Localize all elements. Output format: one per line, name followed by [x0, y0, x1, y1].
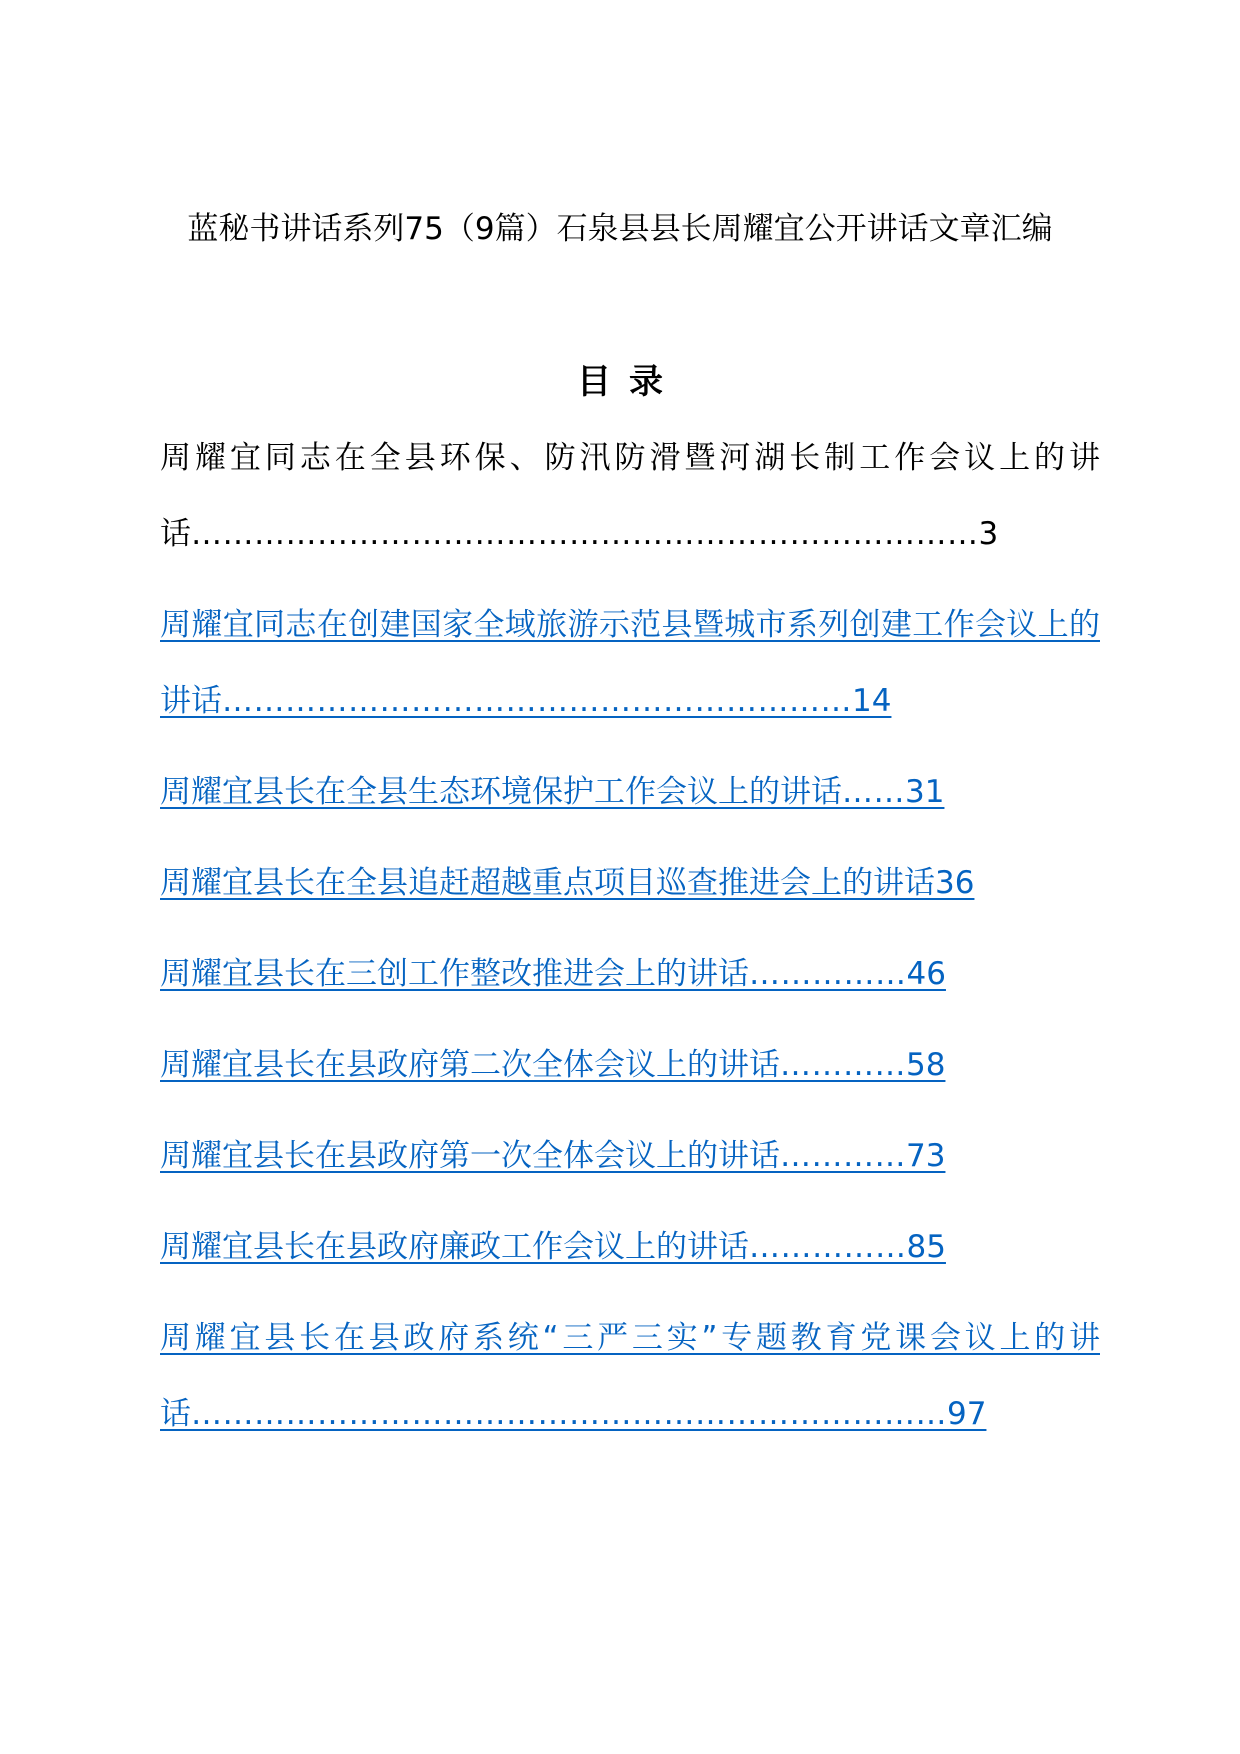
toc-entry-link[interactable] [160, 936, 1100, 1012]
toc-entry-link[interactable] [160, 1027, 1100, 1103]
toc-item [160, 420, 1100, 572]
toc-entry-link[interactable] [160, 754, 1100, 830]
toc-item [160, 1027, 1100, 1103]
toc-entry-leader: …… [842, 774, 905, 810]
toc-item [160, 1118, 1100, 1194]
toc-item [160, 754, 1100, 830]
toc-entry-page-number: 36 [935, 865, 975, 901]
table-of-contents [160, 420, 1100, 1467]
toc-entry-leader: …………………………………………………… [222, 683, 852, 719]
toc-entry-leader: …………… [749, 1229, 907, 1265]
toc-entry-title: 周耀宜县长在县政府系统“三严三实”专题教育党课会议上的讲话 [160, 1320, 1100, 1432]
toc-heading: 目录 [577, 362, 681, 402]
toc-entry-page-number: 97 [947, 1396, 987, 1432]
toc-entry-link[interactable] [160, 845, 1100, 921]
toc-entry-title: 周耀宜同志在全县环保、防汛防滑暨河湖长制工作会议上的讲话 [160, 440, 1100, 552]
toc-entry-page-number: 14 [852, 683, 892, 719]
toc-entry-link[interactable] [160, 587, 1100, 739]
document-title: 蓝秘书讲话系列75（9篇）石泉县县长周耀宜公开讲话文章汇编 [187, 211, 1053, 247]
toc-entry-title: 周耀宜县长在县政府廉政工作会议上的讲话 [160, 1229, 749, 1265]
toc-entry-link[interactable] [160, 1118, 1100, 1194]
toc-entry-leader: ………………………………………………………………… [191, 516, 979, 552]
toc-entry-page-number: 85 [906, 1229, 946, 1265]
toc-entry-title: 周耀宜县长在县政府第二次全体会议上的讲话 [160, 1047, 780, 1083]
toc-entry-leader: ………… [780, 1047, 906, 1083]
toc-entry-text [160, 420, 1100, 572]
toc-entry-link[interactable] [160, 1209, 1100, 1285]
toc-entry-title: 周耀宜县长在三创工作整改推进会上的讲话 [160, 956, 749, 992]
toc-item [160, 1209, 1100, 1285]
toc-entry-title: 周耀宜县长在县政府第一次全体会议上的讲话 [160, 1138, 780, 1174]
toc-entry-link[interactable] [160, 1300, 1100, 1452]
toc-entry-page-number: 31 [905, 774, 945, 810]
toc-item [160, 587, 1100, 739]
toc-entry-leader: ………… [780, 1138, 906, 1174]
toc-entry-title: 周耀宜同志在创建国家全域旅游示范县暨城市系列创建工作会议上的讲话 [160, 607, 1100, 719]
toc-entry-page-number: 3 [978, 516, 999, 552]
toc-entry-page-number: 58 [906, 1047, 946, 1083]
toc-entry-title: 周耀宜县长在全县追赶超越重点项目巡查推进会上的讲话 [160, 865, 935, 901]
toc-entry-page-number: 46 [906, 956, 946, 992]
toc-item [160, 845, 1100, 921]
toc-entry-leader: ……………………………………………………………… [191, 1396, 947, 1432]
toc-entry-leader: …………… [749, 956, 907, 992]
toc-item [160, 1300, 1100, 1452]
toc-item [160, 936, 1100, 1012]
toc-entry-page-number: 73 [906, 1138, 946, 1174]
toc-entry-title: 周耀宜县长在全县生态环境保护工作会议上的讲话 [160, 774, 842, 810]
